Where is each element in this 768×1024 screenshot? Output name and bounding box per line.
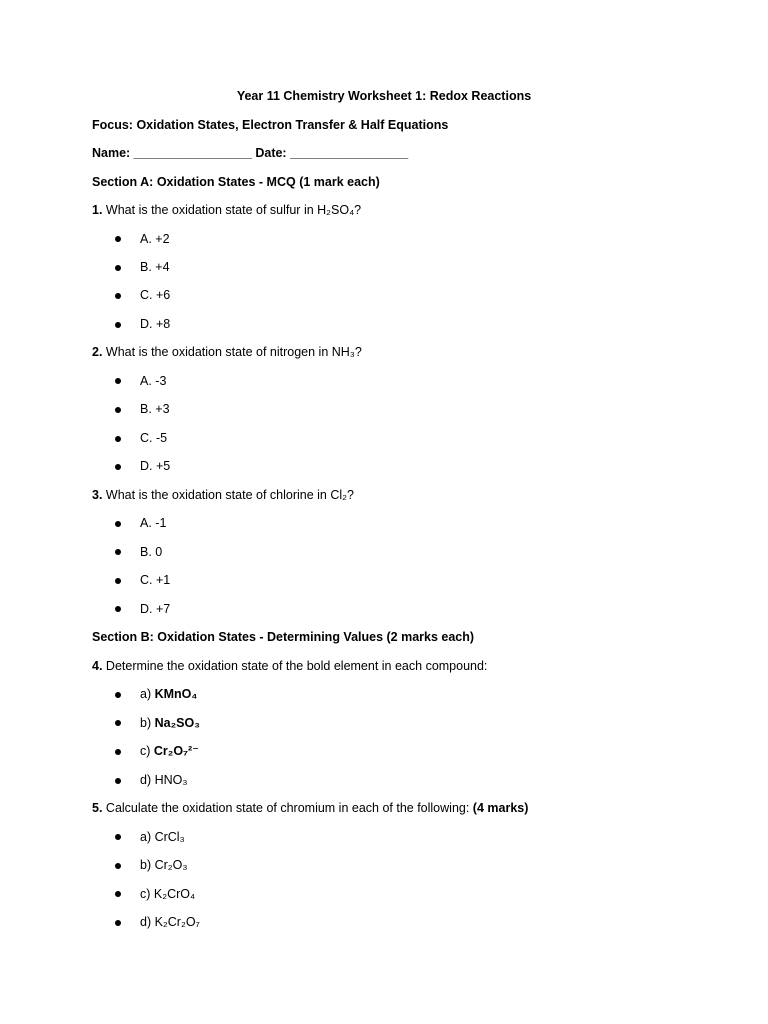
item-formula: HNO₃	[154, 773, 188, 787]
section-b-heading: Section B: Oxidation States - Determining Values (2 marks each)	[92, 630, 475, 644]
bullet-icon	[115, 464, 121, 470]
q2-option-b: B. +3	[140, 402, 170, 416]
question-2	[92, 344, 362, 360]
bullet-icon	[115, 920, 121, 926]
bullet-icon	[115, 293, 121, 299]
q4-item-d	[140, 772, 187, 788]
item-label: b)	[140, 716, 155, 730]
bullet-icon	[115, 863, 121, 869]
q3-option-d: D. +7	[140, 602, 171, 616]
q2-option-c: C. -5	[140, 431, 168, 445]
bullet-icon	[115, 749, 121, 755]
q2-option-a: A. -3	[140, 374, 167, 388]
bullet-icon	[115, 521, 121, 527]
q4-item-c	[140, 743, 199, 759]
q3-option-c: C. +1	[140, 573, 171, 587]
q2-option-d: D. +5	[140, 459, 171, 473]
question-3	[92, 487, 354, 503]
bullet-icon	[115, 606, 121, 612]
q5-item-a: a) CrCl₃	[140, 830, 185, 844]
question-number: 2.	[92, 345, 103, 359]
bullet-icon	[115, 578, 121, 584]
bullet-icon	[115, 891, 121, 897]
q5-item-c: c) K₂CrO₄	[140, 887, 196, 901]
bullet-icon	[115, 236, 121, 242]
item-formula: KMnO₄	[154, 687, 198, 701]
q3-option-b: B. 0	[140, 545, 163, 559]
question-text: What is the oxidation state of chlorine in Cl₂?	[105, 488, 354, 502]
q4-item-b	[140, 715, 200, 731]
item-label: d)	[140, 773, 155, 787]
question-text: What is the oxidation state of nitrogen in NH₃?	[105, 345, 362, 359]
item-label: a)	[140, 687, 155, 701]
bullet-icon	[115, 436, 121, 442]
bullet-icon	[115, 407, 121, 413]
question-4	[92, 658, 487, 674]
bullet-icon	[115, 265, 121, 271]
question-number: 1.	[92, 203, 103, 217]
question-1	[92, 202, 361, 218]
item-formula: Na₂SO₃	[154, 716, 200, 730]
question-text: Determine the oxidation state of the bold element in each compound:	[105, 659, 488, 673]
q5-item-d: d) K₂Cr₂O₇	[140, 915, 200, 929]
focus-line: Focus: Oxidation States, Electron Transfer & Half Equations	[92, 118, 449, 132]
bullet-icon	[115, 834, 121, 840]
q5-item-b: b) Cr₂O₃	[140, 858, 188, 872]
worksheet-title: Year 11 Chemistry Worksheet 1: Redox Reactions	[236, 89, 532, 103]
q3-option-a: A. -1	[140, 516, 167, 530]
q4-item-a	[140, 686, 197, 702]
section-a-heading: Section A: Oxidation States - MCQ (1 mark each)	[92, 175, 380, 189]
item-label: c)	[140, 744, 154, 758]
question-text: What is the oxidation state of sulfur in H₂SO₄?	[105, 203, 362, 217]
bullet-icon	[115, 692, 121, 698]
name-date-line: Name: _________________ Date: _________________	[92, 146, 409, 160]
bullet-icon	[115, 778, 121, 784]
q1-option-c: C. +6	[140, 288, 171, 302]
q1-option-a: A. +2	[140, 232, 170, 246]
q1-option-d: D. +8	[140, 317, 171, 331]
bullet-icon	[115, 549, 121, 555]
item-formula: Cr₂O₇²⁻	[153, 744, 199, 758]
question-text: Calculate the oxidation state of chromium in each of the following:	[105, 801, 473, 815]
question-number: 4.	[92, 659, 103, 673]
bullet-icon	[115, 322, 121, 328]
bullet-icon	[115, 720, 121, 726]
question-5	[92, 800, 528, 816]
question-marks: (4 marks)	[472, 801, 529, 815]
q1-option-b: B. +4	[140, 260, 170, 274]
question-number: 3.	[92, 488, 103, 502]
bullet-icon	[115, 378, 121, 384]
question-number: 5.	[92, 801, 103, 815]
